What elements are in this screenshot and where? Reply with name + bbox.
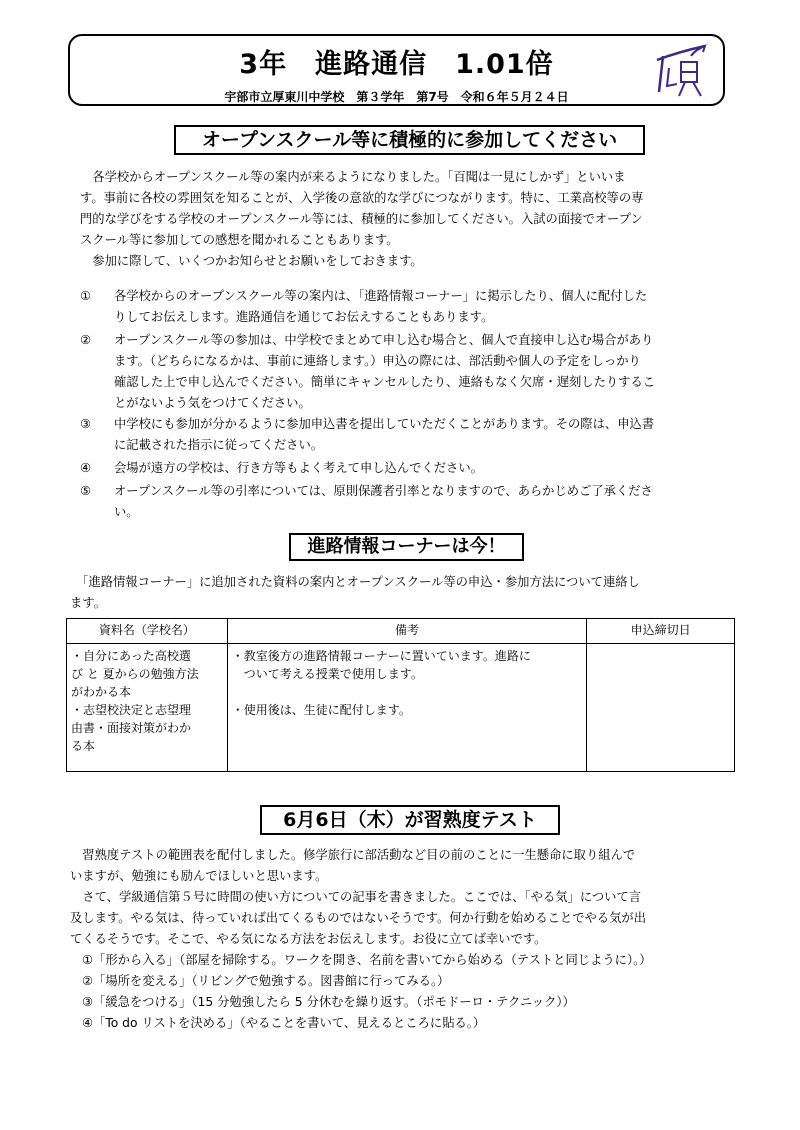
cell-line: ・自分にあった高校選 — [71, 649, 191, 663]
para-line: いますが、勉強にも励んでほしいと思います。 — [70, 869, 328, 883]
item-number: ① — [80, 289, 92, 303]
section3-paragraph — [70, 845, 735, 950]
section-heading-info-corner — [289, 533, 524, 561]
para-line: 門的な学びをする学校のオープンスクール等には、積極的に参加してください。入試の面接でオープン — [80, 212, 643, 226]
list-item — [80, 414, 730, 456]
cell-line: び と 夏からの勉強方法 — [71, 667, 199, 681]
cell-line: ・教室後方の進路情報コーナーに置いています。進路に — [231, 649, 531, 663]
item-line: 中学校にも参加が分かるように参加申込書を提出していただくことがあります。その際は、申込書 — [114, 417, 655, 431]
item-line: に記載された指示に従ってください。 — [114, 438, 324, 452]
para-line: 「進路情報コーナー」に追加された資料の案内とオープンスクール等の申込・参加方法について連絡し — [70, 575, 640, 589]
table-cell-deadline — [587, 644, 735, 772]
cell-line: 由書・面接対策がわか — [71, 721, 192, 735]
tip-item: ②「場所を変える」（リビングで勉強する。図書館に行ってみる。） — [82, 974, 450, 988]
section2-intro — [70, 572, 735, 614]
item-number: ③ — [80, 417, 92, 431]
section-heading-text: 進路情報コーナーは今！ — [307, 536, 506, 557]
item-line: 会場が遠方の学校は、行き方等もよく考えて申し込んでください。 — [114, 461, 483, 475]
cell-line: ・使用後は、生徒に配付します。 — [231, 703, 411, 717]
tip-item: ③「緩急をつける」（15 分勉強したら 5 分休むを繰り返す。（ポモドーロ・テクニック）） — [82, 995, 575, 1009]
page-subtitle: 宇部市立厚東川中学校 第３学年 第7号 令和６年５月２４日 — [224, 90, 569, 104]
item-line: 確認した上で申し込んでください。簡単にキャンセルしたり、連絡もなく欠席・遅刻したりするこ — [114, 375, 656, 389]
table-row — [67, 644, 735, 772]
table-cell-materials — [67, 644, 228, 772]
para-line: てくるそうです。そこで、やる気になる方法をお伝えします。お役に立てば幸いです。 — [70, 932, 547, 946]
item-line: とがないよう気をつけてください。 — [114, 396, 311, 410]
item-line: オープンスクール等の参加は、中学校でまとめて申し込む場合と、個人で直接申し込む場合があり — [114, 333, 654, 347]
item-line: い。 — [114, 505, 139, 519]
table-cell-notes — [227, 644, 586, 772]
section-heading-open-school — [174, 125, 645, 155]
cell-line: ついて考える授業で使用します。 — [231, 667, 423, 681]
para-line: スクール等に参加しての感想を聞かれることもあります。 — [80, 233, 399, 247]
para-line: す。事前に各校の雰囲気を知ることが、入学後の意欲的な学びにつながります。特に、工業高校等の専 — [80, 191, 644, 205]
para-line: 参加に際して、いくつかお知らせとお願いをしておきます。 — [80, 254, 423, 268]
cell-line: ・志望校決定と志望理 — [71, 703, 192, 717]
para-line: 及します。やる気は、待っていれば出てくるものではないそうです。何か行動を始めることでやる気が出 — [70, 911, 646, 925]
item-number: ⑤ — [80, 484, 92, 498]
item-line: オープンスクール等の引率については、原則保護者引率となりますので、あらかじめご了承くださ — [114, 484, 653, 498]
table-header: 備考 — [227, 619, 586, 644]
section-heading-text: オープンスクール等に積極的に参加してください — [201, 129, 618, 151]
cell-line: る本 — [71, 739, 96, 753]
list-item — [80, 458, 730, 479]
list-item — [80, 330, 730, 414]
item-line: 各学校からのオープンスクール等の案内は、「進路情報コーナー」に掲示したり、個人に配付した — [114, 289, 648, 303]
cell-line: がわかる本 — [71, 685, 132, 699]
section-heading-test — [260, 805, 560, 835]
handwritten-kanji-logo-icon — [653, 42, 709, 100]
title-box — [68, 34, 725, 106]
para-line: さて、学級通信第５号に時間の使い方についての記事を書きました。ここでは、「やる気」について言 — [70, 890, 642, 904]
page-title: 3年 進路通信 1.01倍 — [239, 49, 554, 80]
tip-item: ①「形から入る」（部屋を掃除する。ワークを開き、名前を書いてから始める（テストと同じように）。） — [82, 953, 652, 967]
materials-table — [66, 618, 735, 772]
section1-paragraph — [80, 167, 740, 272]
list-item — [80, 481, 730, 523]
motivation-tips-list — [82, 950, 742, 1034]
para-line: ます。 — [70, 596, 106, 610]
table-header: 資料名（学校名） — [67, 619, 228, 644]
item-number: ④ — [80, 461, 92, 475]
item-number: ② — [80, 333, 92, 347]
tip-item: ④「To do リストを決める」（やることを書いて、見えるところに貼る。） — [82, 1016, 486, 1030]
table-header: 申込締切日 — [587, 619, 735, 644]
section-heading-text: 6月6日（木）が習熟度テスト — [283, 809, 537, 831]
para-line: 各学校からオープンスクール等の案内が来るようになりました。「百聞は一見にしかず」といいま — [80, 170, 626, 184]
list-item — [80, 286, 730, 328]
item-line: ます。（どちらになるかは、事前に連絡します。）申込の際には、部活動や個人の予定をしっかり — [114, 354, 641, 368]
item-line: りしてお伝えします。進路通信を通じてお伝えすることもあります。 — [114, 310, 494, 324]
para-line: 習熟度テストの範囲表を配付しました。修学旅行に部活動など目の前のことに一生懸命に取り組んで — [70, 848, 636, 862]
